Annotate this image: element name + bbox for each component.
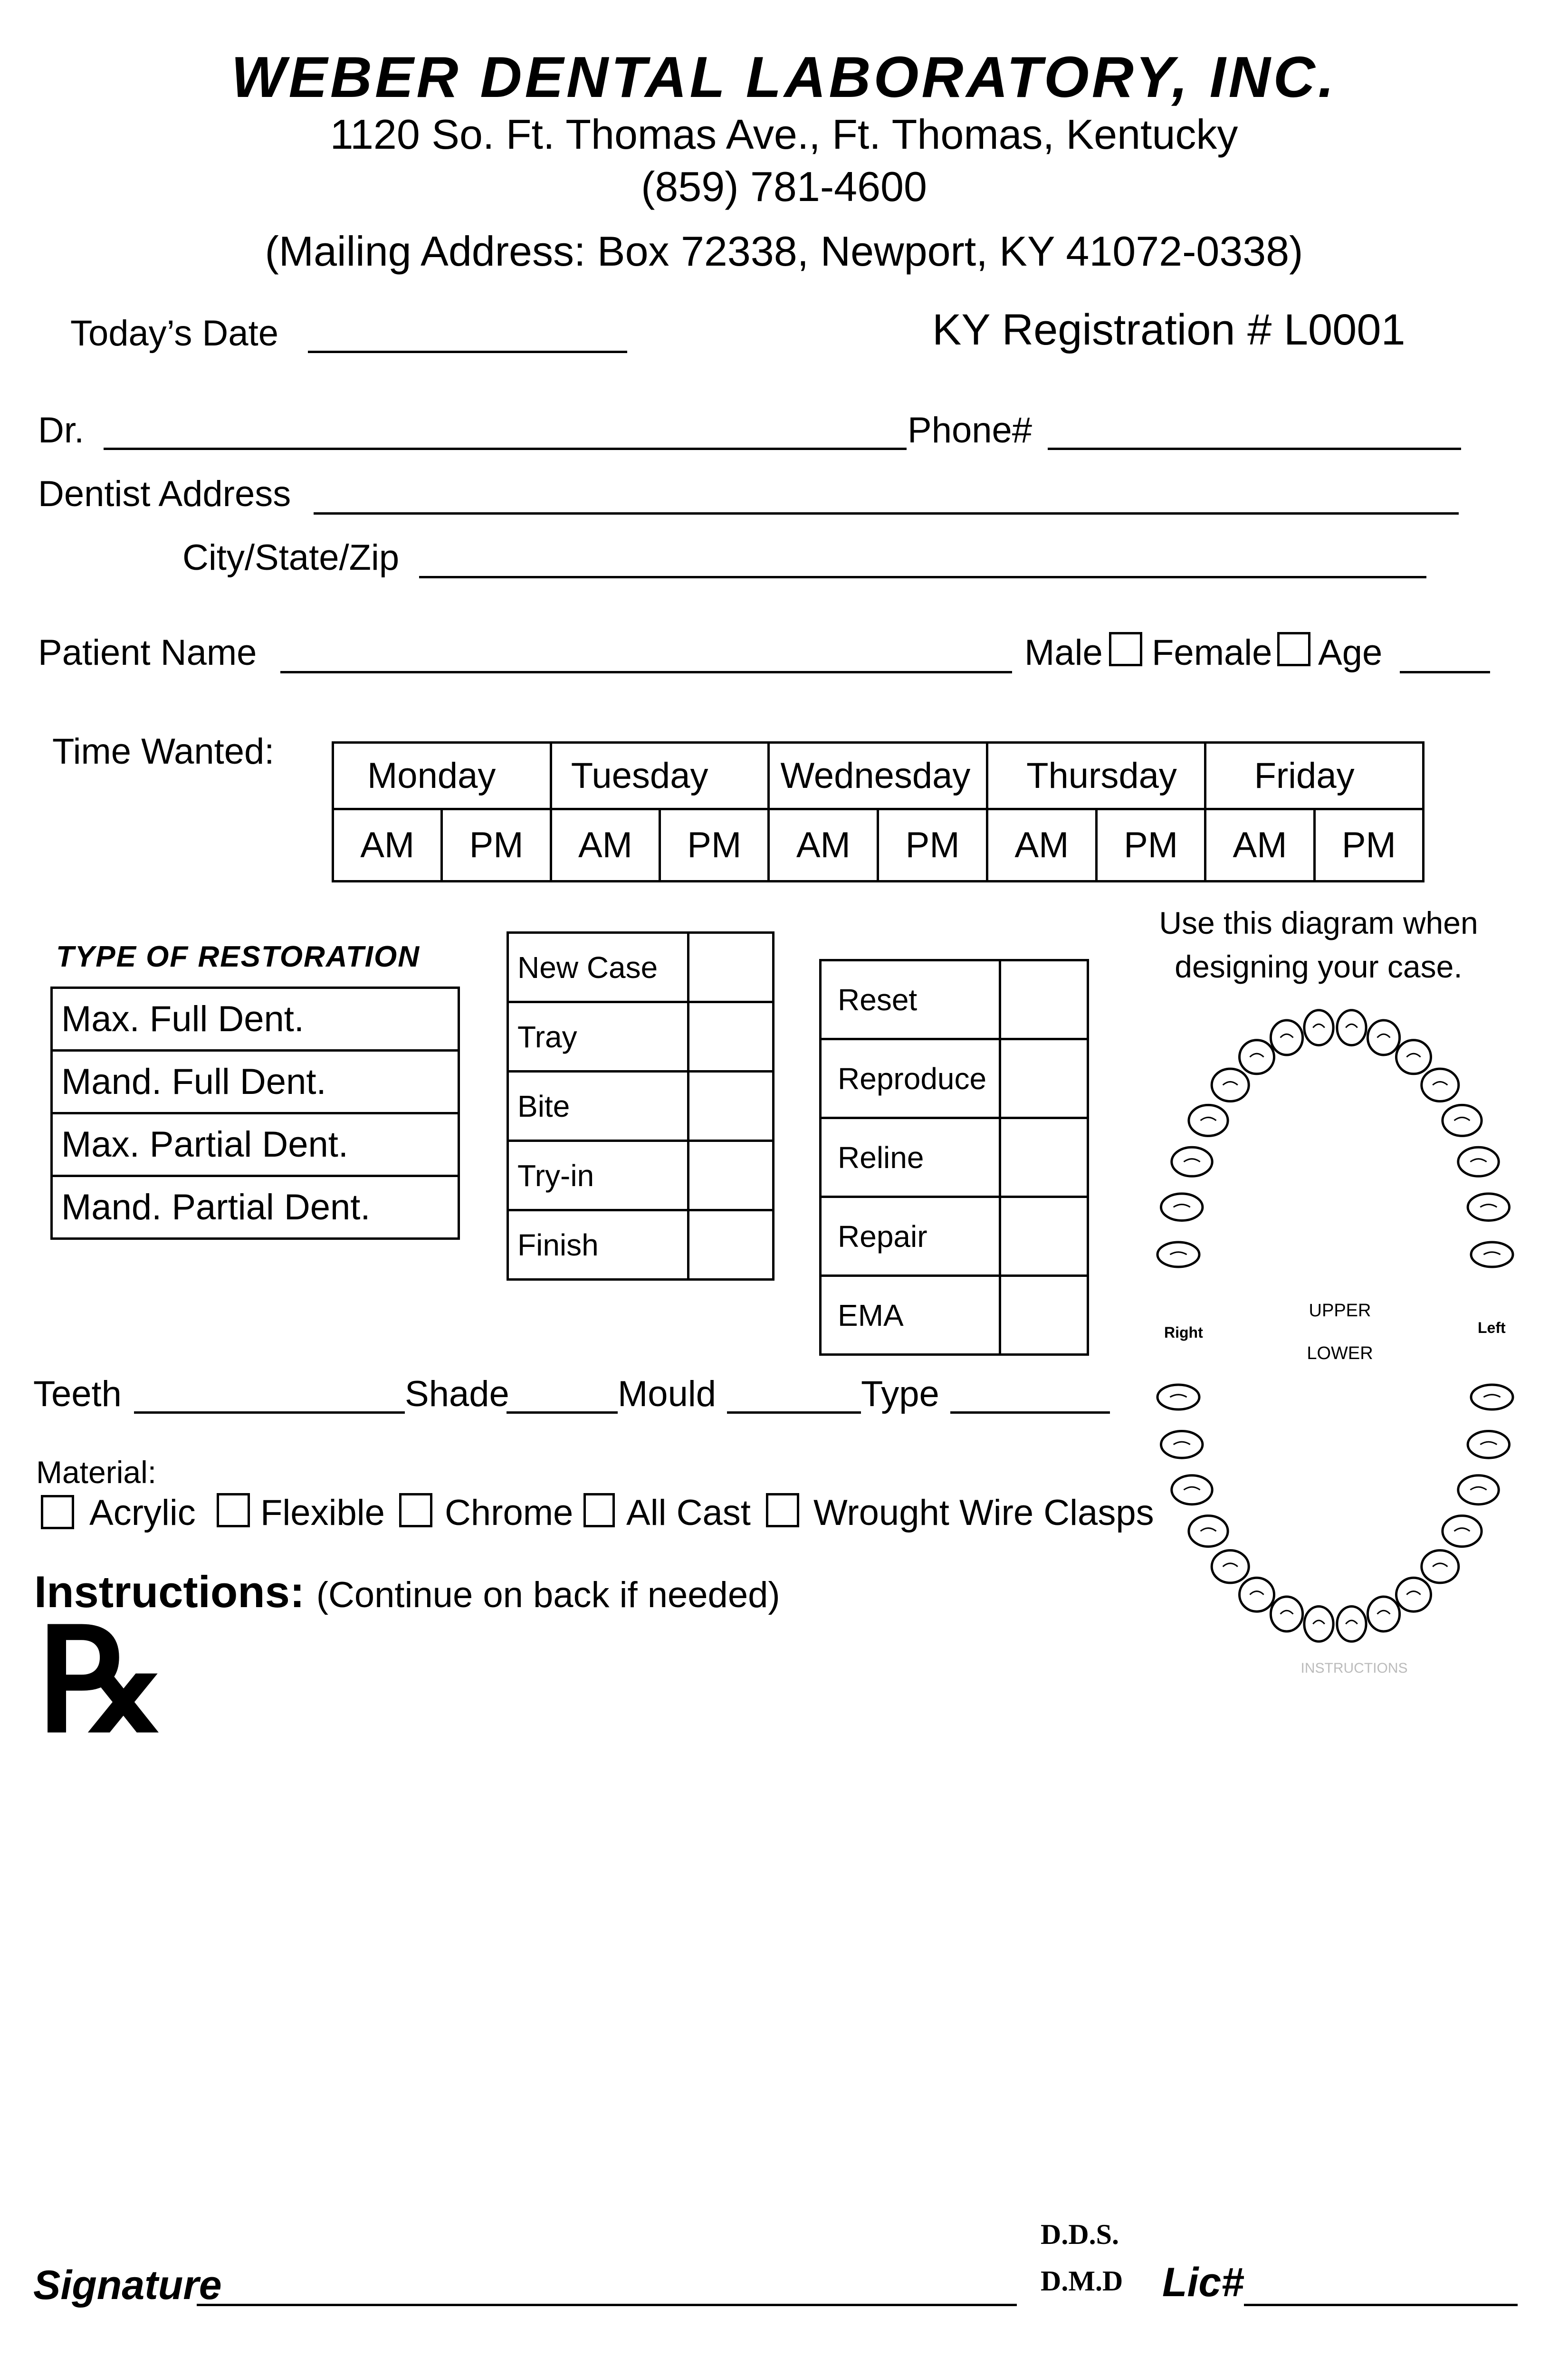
restoration-max-partial[interactable]: Max. Partial Dent. <box>52 1113 459 1176</box>
company-phone: (859) 781-4600 <box>641 163 927 210</box>
friday-am-cell[interactable]: AM <box>1205 809 1314 881</box>
case-stage-try-in-box[interactable] <box>688 1141 774 1210</box>
material-all-cast-label: All Cast <box>626 1493 751 1533</box>
case-stage-tray-box[interactable] <box>688 1002 774 1072</box>
upper-label: UPPER <box>1309 1301 1371 1321</box>
wednesday-am-cell[interactable]: AM <box>769 809 878 881</box>
material-wrought-wire-clasps-checkbox[interactable] <box>766 1493 799 1527</box>
time-wanted-table <box>332 741 1425 882</box>
signature-label: Signature <box>33 2262 222 2308</box>
upper-tooth[interactable] <box>1471 1242 1513 1267</box>
lower-tooth[interactable] <box>1422 1551 1459 1583</box>
case-stage-bite-box[interactable] <box>688 1072 774 1141</box>
case-service-reproduce: Reproduce <box>821 1039 1000 1118</box>
upper-tooth[interactable] <box>1367 1020 1399 1055</box>
instructions-note: (Continue on back if needed) <box>316 1575 780 1615</box>
dr-label: Dr. <box>38 410 85 450</box>
thursday-pm-cell[interactable]: PM <box>1096 809 1205 881</box>
case-stage-try-in: Try-in <box>508 1141 688 1210</box>
upper-tooth[interactable] <box>1468 1194 1509 1221</box>
lower-tooth[interactable] <box>1304 1607 1333 1642</box>
case-service-reline-box[interactable] <box>1000 1118 1088 1197</box>
lower-tooth[interactable] <box>1471 1385 1513 1409</box>
city-state-zip-label: City/State/Zip <box>182 537 400 578</box>
tuesday-pm-cell[interactable]: PM <box>660 809 769 881</box>
rx-symbol: ℞ <box>38 1603 166 1761</box>
upper-tooth[interactable] <box>1189 1105 1228 1136</box>
case-stage-new-case: New Case <box>508 933 688 1002</box>
type-label: Type <box>861 1374 939 1414</box>
female-checkbox[interactable] <box>1277 632 1310 666</box>
case-service-ema-box[interactable] <box>1000 1276 1088 1355</box>
shade-field[interactable] <box>507 1411 618 1414</box>
thursday-am-cell[interactable]: AM <box>987 809 1097 881</box>
lic-label: Lic# <box>1162 2260 1244 2305</box>
case-service-reproduce-box[interactable] <box>1000 1039 1088 1118</box>
case-stage-new-case-box[interactable] <box>688 933 774 1002</box>
signature-field[interactable] <box>197 2304 1017 2306</box>
upper-tooth[interactable] <box>1422 1069 1459 1101</box>
teeth-field[interactable] <box>134 1411 405 1414</box>
dmd-label: D.M.D <box>1041 2265 1123 2297</box>
todays-date-field[interactable] <box>308 351 627 353</box>
material-chrome-label: Chrome <box>445 1493 574 1533</box>
dds-label: D.D.S. <box>1041 2219 1119 2250</box>
instructions-faint-label: INSTRUCTIONS <box>1300 1660 1408 1676</box>
case-stage-table <box>507 931 774 1281</box>
lower-tooth[interactable] <box>1271 1597 1302 1631</box>
lower-tooth[interactable] <box>1172 1475 1212 1504</box>
company-street-address: 1120 So. Ft. Thomas Ave., Ft. Thomas, Kentucky <box>330 111 1238 158</box>
male-checkbox[interactable] <box>1109 632 1142 666</box>
ky-registration: KY Registration # L0001 <box>932 306 1405 354</box>
mould-field[interactable] <box>727 1411 861 1414</box>
upper-tooth[interactable] <box>1157 1242 1199 1267</box>
upper-tooth[interactable] <box>1337 1010 1366 1045</box>
upper-tooth[interactable] <box>1396 1040 1431 1074</box>
diagram-note-line2: designing your case. <box>1175 949 1463 984</box>
upper-tooth[interactable] <box>1212 1069 1249 1101</box>
upper-tooth[interactable] <box>1172 1147 1212 1176</box>
material-all-cast-checkbox[interactable] <box>583 1493 615 1527</box>
day-wednesday: Wednesday <box>769 743 987 809</box>
teeth-label: Teeth <box>33 1374 122 1414</box>
age-field[interactable] <box>1400 671 1490 673</box>
case-service-repair: Repair <box>821 1197 1000 1276</box>
upper-arch <box>1157 1010 1513 1267</box>
dentist-address-label: Dentist Address <box>38 474 291 514</box>
mould-label: Mould <box>618 1374 716 1414</box>
case-stage-finish: Finish <box>508 1210 688 1280</box>
age-label: Age <box>1318 632 1383 673</box>
city-state-zip-field[interactable] <box>419 576 1426 578</box>
time-wanted-label: Time Wanted: <box>52 731 275 772</box>
dentist-phone-label: Phone# <box>908 410 1033 450</box>
material-chrome-checkbox[interactable] <box>399 1493 432 1527</box>
instructions-label: Instructions: <box>34 1567 305 1617</box>
restoration-mand-partial[interactable]: Mand. Partial Dent. <box>52 1176 459 1239</box>
right-label: Right <box>1164 1324 1203 1341</box>
case-stage-tray: Tray <box>508 1002 688 1072</box>
case-service-table <box>819 959 1089 1356</box>
dentist-phone-field[interactable] <box>1048 448 1461 450</box>
friday-pm-cell[interactable]: PM <box>1314 809 1423 881</box>
license-number-field[interactable] <box>1244 2304 1518 2306</box>
patient-name-field[interactable] <box>280 671 1012 673</box>
case-stage-finish-box[interactable] <box>688 1210 774 1280</box>
type-field[interactable] <box>950 1411 1110 1414</box>
lower-tooth[interactable] <box>1157 1385 1199 1409</box>
wednesday-pm-cell[interactable]: PM <box>878 809 987 881</box>
day-monday: Monday <box>333 743 551 809</box>
patient-name-label: Patient Name <box>38 632 257 673</box>
shade-label: Shade <box>405 1374 509 1414</box>
dentist-name-field[interactable] <box>104 448 907 450</box>
upper-tooth[interactable] <box>1458 1147 1499 1176</box>
lower-tooth[interactable] <box>1443 1516 1482 1547</box>
material-acrylic-checkbox[interactable] <box>41 1495 74 1529</box>
case-service-reset: Reset <box>821 960 1000 1039</box>
lower-arch <box>1157 1385 1513 1641</box>
lower-tooth[interactable] <box>1337 1607 1366 1642</box>
dentist-address-field[interactable] <box>314 512 1459 515</box>
diagram-note <box>1112 901 1525 988</box>
tooth-chart-diagram[interactable] <box>1121 988 1549 1682</box>
lower-tooth[interactable] <box>1161 1431 1203 1458</box>
restoration-mand-full[interactable]: Mand. Full Dent. <box>52 1051 459 1113</box>
day-friday: Friday <box>1205 743 1424 809</box>
case-stage-bite: Bite <box>508 1072 688 1141</box>
company-name: WEBER DENTAL LABORATORY, INC. <box>231 45 1337 109</box>
material-label: Material: <box>36 1455 157 1490</box>
material-wrought-wire-clasps-label: Wrought Wire Clasps <box>813 1493 1154 1533</box>
upper-tooth[interactable] <box>1240 1040 1274 1074</box>
case-service-reline: Reline <box>821 1118 1000 1197</box>
lower-tooth[interactable] <box>1212 1551 1249 1583</box>
material-flexible-checkbox[interactable] <box>217 1493 250 1527</box>
lower-tooth[interactable] <box>1458 1475 1499 1504</box>
restoration-table <box>50 987 460 1240</box>
lower-tooth[interactable] <box>1189 1516 1228 1547</box>
upper-tooth[interactable] <box>1443 1105 1482 1136</box>
upper-tooth[interactable] <box>1304 1010 1333 1045</box>
restoration-title: TYPE OF RESTORATION <box>56 940 420 973</box>
male-label: Male <box>1024 632 1103 673</box>
lower-tooth[interactable] <box>1367 1597 1399 1631</box>
material-flexible-label: Flexible <box>260 1493 385 1533</box>
monday-pm-cell[interactable]: PM <box>442 809 551 881</box>
case-service-reset-box[interactable] <box>1000 960 1088 1039</box>
tuesday-am-cell[interactable]: AM <box>551 809 660 881</box>
upper-tooth[interactable] <box>1161 1194 1203 1221</box>
upper-tooth[interactable] <box>1271 1020 1302 1055</box>
lower-tooth[interactable] <box>1240 1578 1274 1611</box>
day-tuesday: Tuesday <box>551 743 769 809</box>
instructions-area[interactable] <box>38 1787 1520 2214</box>
left-label: Left <box>1478 1319 1506 1336</box>
female-label: Female <box>1152 632 1272 673</box>
monday-am-cell[interactable]: AM <box>333 809 442 881</box>
diagram-note-line1: Use this diagram when <box>1159 905 1478 940</box>
day-thursday: Thursday <box>987 743 1205 809</box>
lower-tooth[interactable] <box>1396 1578 1431 1611</box>
mailing-address: (Mailing Address: Box 72338, Newport, KY 41072-0338) <box>265 228 1303 275</box>
material-acrylic-label: Acrylic <box>89 1493 196 1533</box>
case-service-ema: EMA <box>821 1276 1000 1355</box>
lower-label: LOWER <box>1307 1343 1373 1363</box>
case-service-repair-box[interactable] <box>1000 1197 1088 1276</box>
restoration-max-full[interactable]: Max. Full Dent. <box>52 988 459 1051</box>
lower-tooth[interactable] <box>1468 1431 1509 1458</box>
todays-date-label: Today’s Date <box>70 313 278 354</box>
